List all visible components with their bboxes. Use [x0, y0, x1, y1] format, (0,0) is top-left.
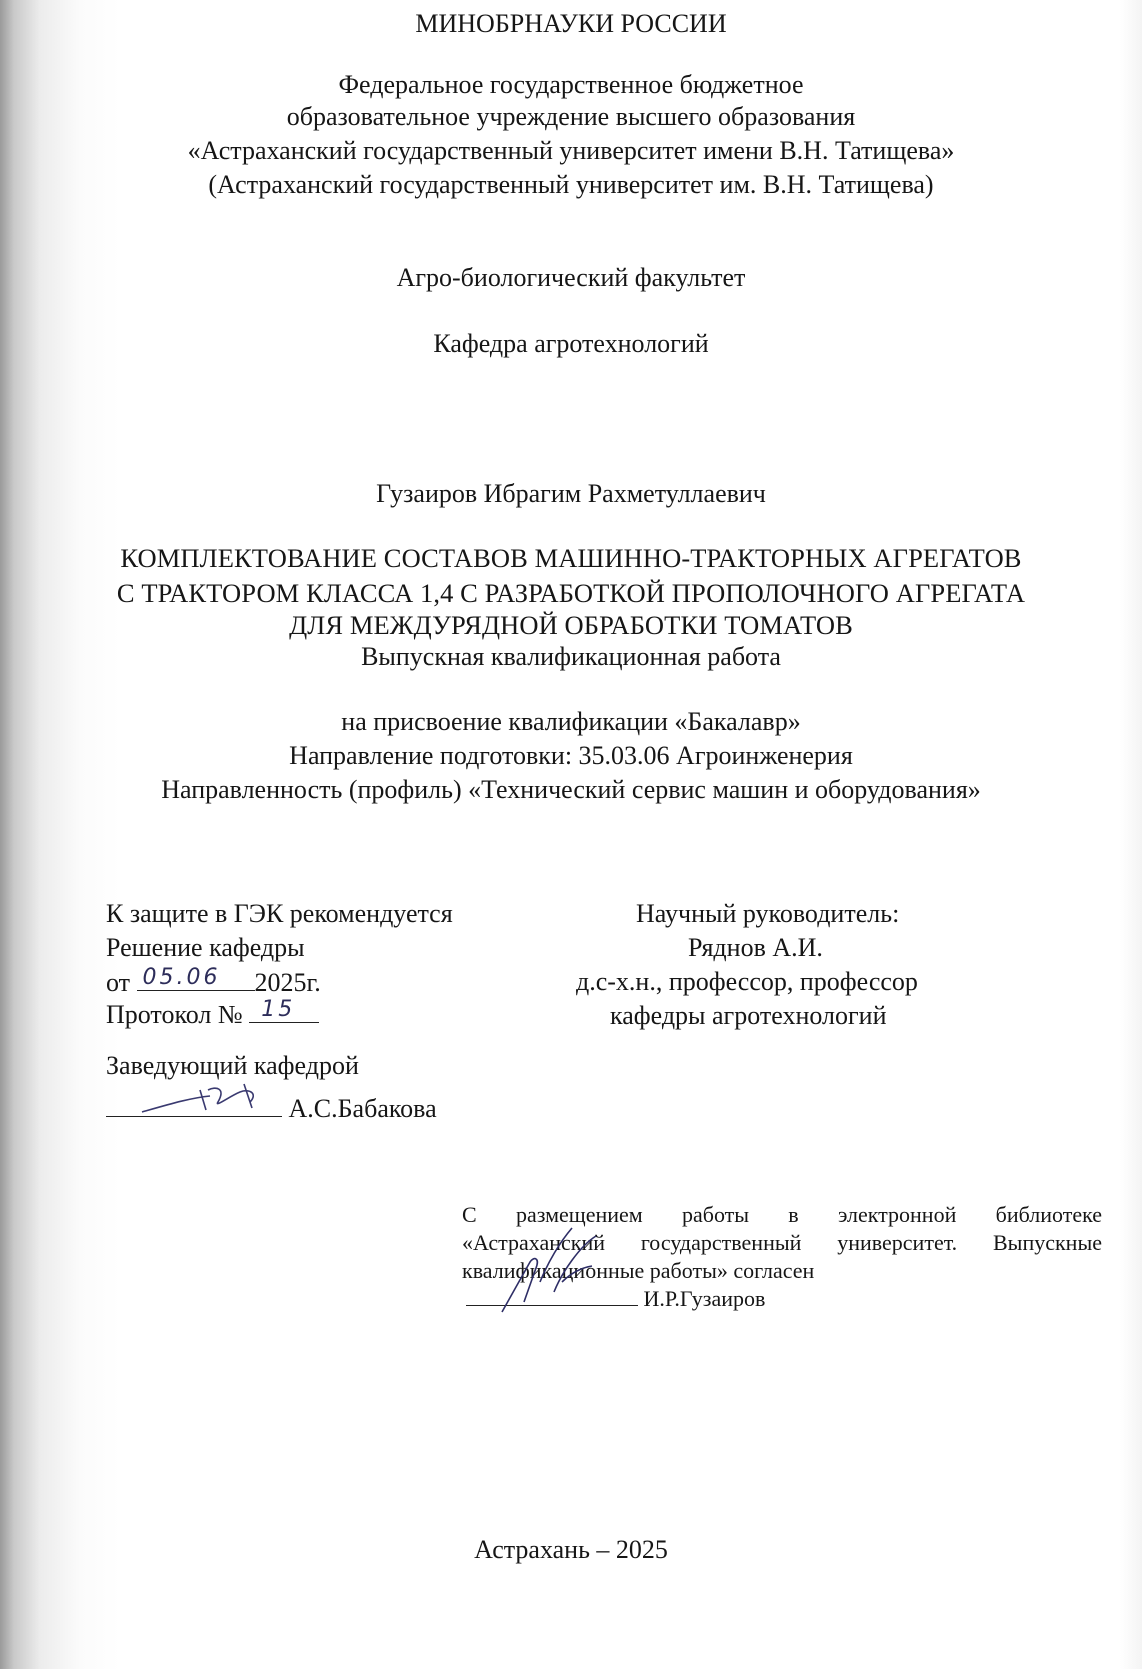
date-suffix: 2025г. — [254, 968, 321, 997]
date-blank — [137, 966, 255, 991]
consent-name: И.Р.Гузаиров — [643, 1286, 766, 1311]
work-type: Выпускная квалификационная работа — [361, 642, 781, 671]
supervisor-label: Научный руководитель: — [636, 899, 900, 928]
handwritten-protocol: 15 — [261, 997, 296, 1022]
consent-line-1: С размещением работы в электронной библиотеке — [462, 1202, 1102, 1227]
consent-line-2: «Астраханский государственный университет. Выпускные — [462, 1230, 1102, 1255]
supervisor-department: кафедры агротехнологий — [610, 1001, 887, 1030]
supervisor-degree: д.с-х.н., профессор, профессор — [576, 967, 918, 996]
head-of-department-label: Заведующий кафедрой — [106, 1051, 359, 1080]
thesis-title-line-3: ДЛЯ МЕЖДУРЯДНОЙ ОБРАБОТКИ ТОМАТОВ — [289, 610, 853, 640]
department-decision: Решение кафедры — [106, 933, 305, 962]
head-name: А.С.Бабакова — [288, 1094, 437, 1123]
faculty-name: Агро-биологический факультет — [396, 263, 746, 292]
supervisor-name: Ряднов А.И. — [688, 933, 823, 962]
institution-line-2: образовательное учреждение высшего образования — [286, 102, 856, 131]
institution-line-3: «Астраханский государственный университет имени В.Н. Татищева» — [187, 136, 955, 165]
ministry-name: МИНОБРНАУКИ РОССИИ — [415, 9, 727, 38]
institution-line-4: (Астраханский государственный университет им. В.Н. Татищева) — [208, 170, 934, 199]
defense-recommendation: К защите в ГЭК рекомендуется — [106, 899, 453, 928]
qualification-line-2: Направление подготовки: 35.03.06 Агроинженерия — [289, 741, 853, 770]
head-signature-icon — [140, 1078, 280, 1118]
handwritten-date: 05.06 — [142, 965, 221, 990]
protocol-blank — [249, 998, 319, 1023]
institution-line-1: Федеральное государственное бюджетное — [338, 70, 804, 99]
date-prefix: от — [106, 968, 131, 997]
consent-line-3: квалификационные работы» согласен — [462, 1258, 815, 1283]
qualification-line-1: на присвоение квалификации «Бакалавр» — [341, 707, 801, 736]
qualification-line-3: Направленность (профиль) «Технический сервис машин и оборудования» — [161, 775, 981, 804]
thesis-title-line-2: С ТРАКТОРОМ КЛАССА 1,4 С РАЗРАБОТКОЙ ПРОПОЛОЧНОГО АГРЕГАТА — [116, 578, 1026, 608]
city-year-footer: Астрахань – 2025 — [474, 1535, 668, 1564]
thesis-title-line-1: КОМПЛЕКТОВАНИЕ СОСТАВОВ МАШИННО-ТРАКТОРНЫХ АГРЕГАТОВ — [120, 543, 1022, 573]
protocol-prefix: Протокол № — [106, 1000, 243, 1029]
author-name: Гузаиров Ибрагим Рахметуллаевич — [376, 479, 766, 508]
consent-signature-icon — [500, 1222, 610, 1318]
protocol-number — [106, 998, 319, 1031]
department-name: Кафедра агротехнологий — [433, 329, 709, 358]
